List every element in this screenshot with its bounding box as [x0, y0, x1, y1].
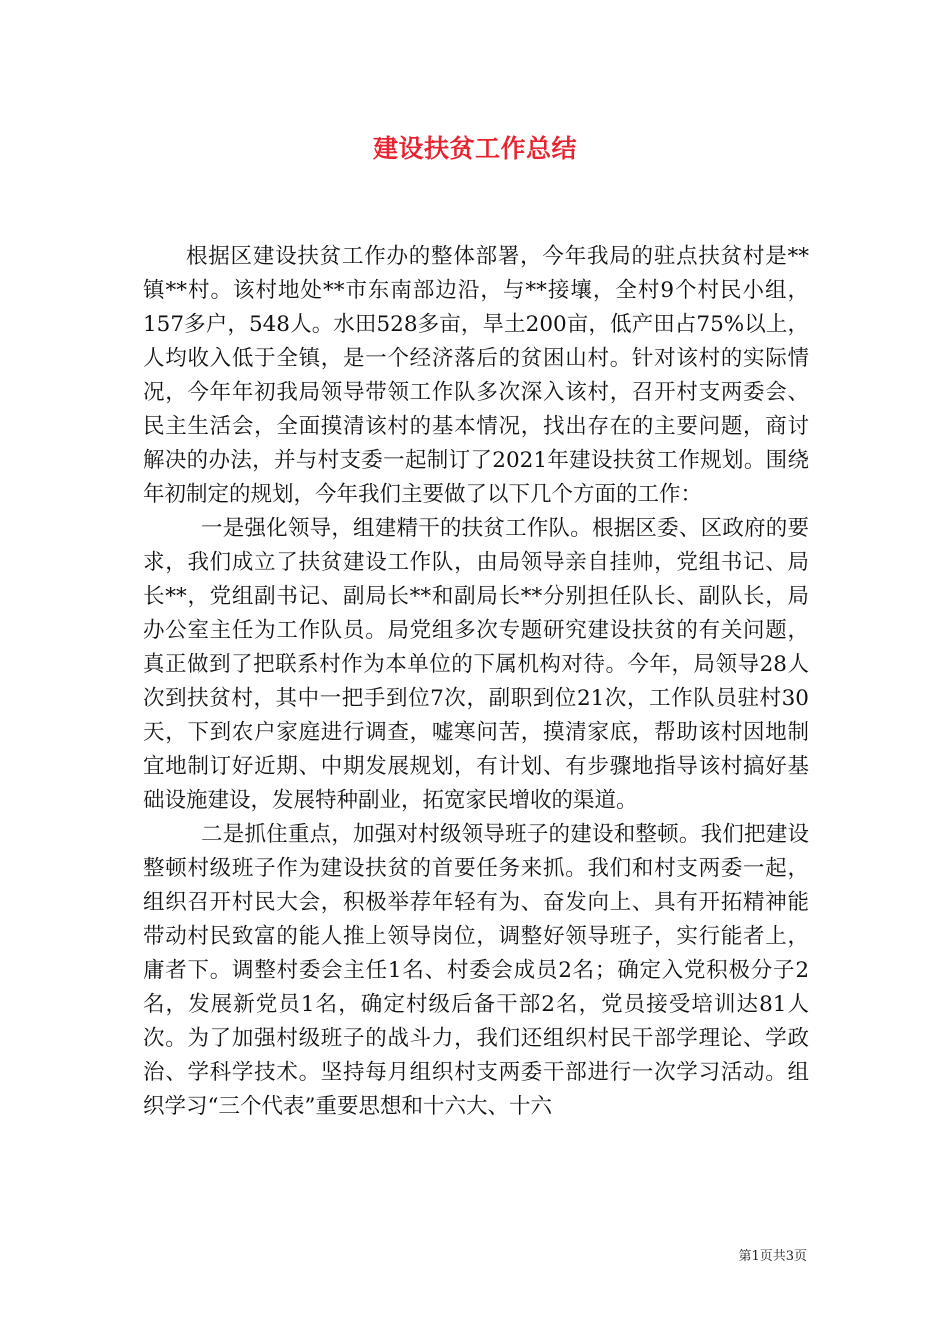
paragraph-village-leadership: 二是抓住重点，加强对村级领导班子的建设和整顿。我们把建设整顿村级班子作为建设扶贫的首要任务来抓。我们和村支两委一起，组织召开村民大会，积极举荐年轻有为、奋发向上、具有开拓精神能带动村民致富的能人推上领导岗位，调整好领导班子，实行能者上，庸者下。调整村委会主任1名、村委会成员2名；确定入党积极分子2名，发展新党员1名，确定村级后备干部2名，党员接受培训达81人次。为了加强村级班子的战斗力，我们还组织村民干部学理论、学政治、学科学技术。坚持每月组织村支两委干部进行一次学习活动。组织学习“三个代表”重要思想和十六大、十六 [143, 822, 809, 1119]
paragraph-leadership: 一是强化领导，组建精干的扶贫工作队。根据区委、区政府的要求，我们成立了扶贫建设工作队，由局领导亲自挂帅，党组书记、局长**，党组副书记、副局长**和副局长**分别担任队长、副队长，局办公室主任为工作队员。局党组多次专题研究建设扶贫的有关问题，真正做到了把联系村作为本单位的下属机构对待。今年，局领导28人次到扶贫村，其中一把手到位7次，副职到位21次，工作队员驻村30天，下到农户家庭进行调查，嘘寒问苦，摸清家底，帮助该村因地制宜地制订好近期、中期发展规划，有计划、有步骤地指导该村搞好基础设施建设，发展特种副业，拓宽家民增收的渠道。 [143, 516, 809, 813]
document-body [143, 240, 809, 1124]
document-title: 建设扶贫工作总结 [372, 134, 577, 163]
page-number: 第1页共3页 [738, 1249, 807, 1264]
paragraph-intro: 根据区建设扶贫工作办的整体部署，今年我局的驻点扶贫村是**镇**村。该村地处**市东南部边沿，与**接壤，全村9个村民小组，157多户，548人。水田528多亩，旱土200亩，低产田占75%以上，人均收入低于全镇，是一个经济落后的贫困山村。针对该村的实际情况，今年年初我局领导带领工作队多次深入该村，召开村支两委会、民主生活会，全面摸清该村的基本情况，找出存在的主要问题，商讨解决的办法，并与村支委一起制订了2021年建设扶贫工作规划。围绕年初制定的规划，今年我们主要做了以下几个方面的工作： [143, 244, 809, 507]
